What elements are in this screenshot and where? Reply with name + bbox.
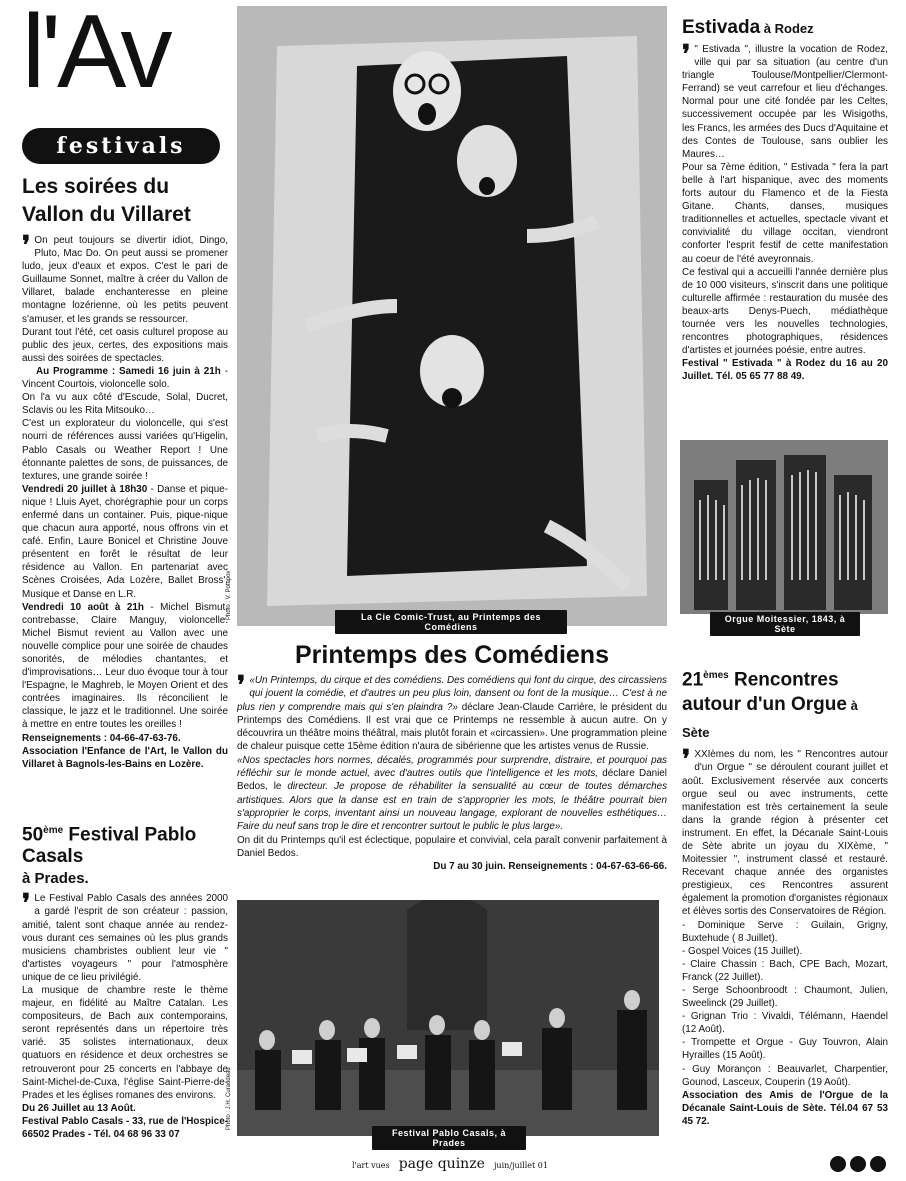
orgue-item: - Guy Morançon : Beauvarlet, Charpentier, Gounod, Lasceux, Couperin (19 Août). — [682, 1063, 888, 1088]
orgue-item: - Trompette et Orgue - Guy Touvron, Alain Hyrailles (15 Août). — [682, 1037, 888, 1062]
estivada-p1: " Estivada ", illustre la vocation de Rodez, ville qui par sa situation (au centre d'un triangle Toulouse/Montpellier/Clermont-Ferrand) se veut carrefour et lieu d'échanges. Normal pour une cité fondée par les Celtes, successivement occupée par les Wisigoths, les Francs, les armées des Ducs d'Aquitaine et des Contes de Toulouse, sans oublier les Maures… — [682, 44, 888, 160]
vallon-p6: - Danse et pique-nique ! Lluis Ayet, chorégraphie pour un corps enfermé dans un container. Puis, pique-nique que chacun aura apporté, nous offrons vin et café. Enfin, Laure Bonicel et Christine Jouve présentent en forêt le résultat de leur résidence au Vallon. En partenariat avec Scènes Croisées, Ada Lozère, Ballet Bross', Musique et Danse en L.R. — [22, 483, 228, 600]
quote-mark-icon: ❜ — [22, 889, 31, 920]
printemps-p3: On dit du Printemps qu'il est éclectique, populaire et convivial, cela paraît convenir parfaitement à Daniel Bedos. — [237, 834, 667, 859]
orgue-title-number: 21 — [682, 669, 704, 691]
printemps-p2-director: directeur — [287, 781, 326, 793]
orgue-item: - Claire Chassin : Bach, CPE Bach, Mozart, Franck (22 Juillet). — [682, 958, 888, 983]
casals-photo — [237, 900, 659, 1136]
orgue-title-text: Rencontres — [728, 669, 839, 691]
casals-credit: Photo : J.H. Curaudeau — [226, 1067, 232, 1130]
organ-illustration — [680, 440, 888, 614]
comic-trust-illustration — [237, 6, 667, 626]
casals-p2: La musique de chambre reste le thème majeur, en fidélité au Maître Catalan. Les compositeurs, de Bach aux contemporains, seront représentés dans un répertoire très varié. 35 solistes internationaux, deux quatuors en résidence et deux orchestres se retrouveront pour 25 concerts en l'abbaye de Saint-Michel-de-Cuxa, l'église Saint-Pierre-de-Prades et les églises romanes des environs. — [22, 984, 228, 1101]
vallon-p3-date: Au Programme : Samedi 16 juin à 21h — [36, 365, 221, 377]
orgue-article — [682, 664, 888, 1128]
footer-dot-icon — [850, 1156, 866, 1172]
vallon-p6-date: Vendredi 20 juillet à 18h30 — [22, 483, 148, 495]
comic-trust-photo — [237, 6, 667, 626]
vallon-p3: - Vincent Courtois, violoncelle solo. — [22, 365, 228, 391]
orgue-title-main: autour d'un Orgue — [682, 694, 847, 716]
footer-date: juin/juillet 01 — [493, 1161, 548, 1170]
printemps-p1-quote: «Un Printemps, du cirque et des comédiens. Des comédiens qui font du cirque, des circassiens qui jouent la comédie, et d'autres un peu plus loin, dansent ou font de la musique… C'est à ne plus rien y comprendre mais qui s'en plaindra ?» — [237, 675, 667, 713]
printemps-p1: déclare Jean-Claude Carrière, le président du Printemps des Comédiens. Il est vrai que ce Printemps ne ressemble à aucun autre. On y découvrira un théâtre moins théâtral, mais plutôt forain et «circassien». Une programmation pleine de chaleur puisque cette 15ème édition n'aura de sibérienne que les artistes venus de Russie. — [237, 701, 667, 753]
vallon-contact: Renseignements : 04-66-47-63-76. — [22, 732, 181, 744]
orgue-title-city: à Sète — [682, 698, 858, 741]
vallon-p2: Durant tout l'été, cet oasis culturel propose au public des jeux, certes, des expositions mais aussi des soirées de spectacles. — [22, 326, 228, 364]
casals-contact: Festival Pablo Casals - 33, rue de l'Hospice-66502 Prades - Tél. 04 68 96 33 07 — [22, 1115, 228, 1141]
organ-photo — [680, 440, 888, 614]
printemps-p2-quote: «Nos spectacles hors normes, décalés, programmés pour surprendre, distraire, et pourquoi pas réfléchir sur le monde actuel, avec d'autres outils que l'intelligence et les mots, — [237, 754, 667, 780]
orgue-title-line1 — [682, 664, 888, 692]
comic-trust-credit: Photo : V. Potapov — [226, 570, 232, 620]
vallon-body — [22, 231, 228, 771]
section-label: festivals — [56, 133, 186, 159]
vallon-p5: C'est un explorateur du violoncelle, qui s'est nourri de références aussi variées qu'Higelin, Pablo Casals ou Weather Report ! Une étonnante palettes de sons, de puissances, de textures, une grande soirée ! — [22, 418, 228, 482]
quote-mark-icon: ❜ — [682, 745, 691, 776]
estivada-p3: Ce festival qui a accueilli l'année dernière plus de 10 000 visiteurs, s'inscrit dans une politique culturelle affirmée : restauration du musée des beaux-arts Denys-Puech, médiathèque tournée vers les nouvelles technologies, rencontres photographiques, résidences d'artistes et journées poésie, entre autres. — [682, 266, 888, 357]
orgue-title-sup: èmes — [703, 670, 729, 681]
orgue-body — [682, 745, 888, 1128]
magazine-logo: l'Av — [22, 0, 169, 110]
vallon-association: Association l'Enfance de l'Art, le Vallon du Villaret à Bagnols-les-Bains en Lozère. — [22, 745, 228, 770]
estivada-title-main: Estivada — [682, 17, 761, 38]
footer-publication: l'art vues — [352, 1161, 390, 1170]
casals-caption: Festival Pablo Casals, à Prades — [372, 1126, 526, 1150]
casals-illustration — [237, 900, 659, 1136]
vallon-p7: - Michel Bismut, contrebasse, Claire Manguy, violoncelle. Michel Bismut revient au Vallon avec une nouvelle complice pour une soirée de chaudes sonorités, de mélodies chantantes, et d'improvisations… Leur duo évoque tour à tour l'Espagne, le Maghreb, le Moyen Orient et des contrées imaginaires. Ils réconcilient le classique, le jazz et le traditionnel. Une soirée à mettre en entre toutes les oreilles ! — [22, 601, 228, 731]
comic-trust-caption: La Cie Comic-Trust, au Printemps des Comédiens — [335, 610, 567, 634]
printemps-dates: Du 7 au 30 juin. Renseignements : 04-67-63-66-66. — [433, 861, 667, 873]
vallon-p7-date: Vendredi 10 août à 21h — [22, 601, 144, 613]
footer-dot-icon — [870, 1156, 886, 1172]
orgue-item: - Gospel Voices (15 Juillet). — [682, 945, 803, 957]
vallon-article — [22, 174, 228, 771]
vallon-title-line1: Les soirées du — [22, 175, 170, 198]
casals-title-sup: ème — [43, 825, 64, 836]
organ-caption: Orgue Moitessier, 1843, à Sète — [710, 612, 860, 636]
masthead — [22, 0, 222, 166]
casals-title-number: 50 — [22, 824, 44, 846]
orgue-item: - Grignan Trio : Vivaldi, Télémann, Haendel (12 Août). — [682, 1011, 888, 1036]
printemps-title: Printemps des Comédiens — [295, 641, 609, 669]
vallon-title-line2: Vallon du Villaret — [22, 203, 191, 226]
orgue-item: - Serge Schoonbroodt : Chaumont, Julien, Sweelinck (29 Juillet). — [682, 985, 888, 1010]
vallon-p4: On l'a vu aux côté d'Escude, Solal, Ducret, Sclavis ou les Rita Mitsouko… — [22, 392, 228, 417]
orgue-title-line2 — [682, 692, 888, 746]
orgue-item: - Dominique Serve : Guilain, Grigny, Buxtehude ( 8 Juillet). — [682, 919, 888, 944]
printemps-p2-quote-end: . Je propose de réhabiliter la sensualité au cœur de toutes démarches artistiques. Alors que la danse est en train de s'approprier les mots, le théâtre pourrait bien s'approprier le corps, inventant ainsi un nouveau langage, explorant de nouvelles esthétiques… Faire du neuf sans trop le dire et rencontrer surtout le public le plus large». — [237, 781, 668, 833]
estivada-title — [682, 16, 888, 41]
footer-page: page quinze — [398, 1156, 485, 1172]
orgue-association: Association des Amis de l'Orgue de la Décanale Saint-Louis de Sète. Tél.04 67 53 45 72. — [682, 1089, 888, 1127]
estivada-p2: Pour sa 7ème édition, " Estivada " fera la part belle à l'art hispanique, avec des moments forts autour du Flamenco et de la Fiesta Gitane. Chants, danses, musiques traditionnelles et actuelles, spectacle vivant et convivialité du village occitan, viendront conforter l'esprit festif de cette manifestation au coeur de l'été aveyronnais. — [682, 161, 888, 265]
casals-body — [22, 889, 228, 1141]
casals-dates: Du 26 Juillet au 13 Août. — [22, 1102, 136, 1114]
estivada-contact: Festival " Estivada " à Rodez du 16 au 20 Juillet. Tél. 05 65 77 88 49. — [682, 358, 888, 383]
casals-title-line1 — [22, 820, 228, 868]
estivada-body — [682, 40, 888, 383]
printemps-article — [237, 640, 667, 873]
orgue-p1: XXIèmes du nom, les " Rencontres autour d'un Orgue " se déroulent courant juillet et août. Exclusivement réservée aux concerts orgue seul ou avec instruments, cette manifestation est très certainement la seule dans la grande région à présenter cet instrument. En effet, la Décanale Saint-Louis de Sète abrite un joyau du XIXème, " Moitessier ", instrument classé et restauré. Recevant chaque année des organistes prestigieux, ces Rencontres assurent également la promotion d'organistes régionaux et élèves sortis des Conservatoires de Région. — [682, 749, 888, 918]
casals-article — [22, 820, 228, 1141]
page-footer — [300, 1153, 600, 1173]
vallon-p1: On peut toujours se divertir idiot, Dingo, Pluto, Mac Do. On peut aussi se promener ludo, jeux d'eaux et expos. C'est le pari de Guillaume Sonnet, maître à créer du Vallon de Villaret, balade enchanteresse en pleine montagne lozérienne, où les petits peuvent s'amuser, et les grands se ressourcer. — [22, 235, 228, 325]
quote-mark-icon: ❜ — [682, 40, 691, 70]
footer-dot-icon — [830, 1156, 846, 1172]
printemps-p2: déclare Daniel Bedos, le — [237, 768, 667, 793]
section-badge — [22, 128, 220, 164]
estivada-article — [682, 16, 888, 383]
printemps-body — [237, 671, 668, 873]
casals-title-line2: à Prades. — [22, 870, 89, 888]
estivada-title-city: à Rodez — [760, 21, 814, 36]
casals-p1: Le Festival Pablo Casals des années 2000 a gardé l'esprit de son créateur : passion, amitié, talent sont chaque année au rendez-vous durant ces semaines où les plus grands musiciens chambristes oublient leur vie " d'artistes voyageurs " pour l'atmosphère unique de ce lieu privilégié. — [22, 893, 228, 983]
quote-mark-icon: ❜ — [22, 231, 31, 261]
casals-title-text: Festival Pablo Casals — [22, 824, 197, 868]
quote-mark-icon: ❜ — [237, 671, 246, 701]
